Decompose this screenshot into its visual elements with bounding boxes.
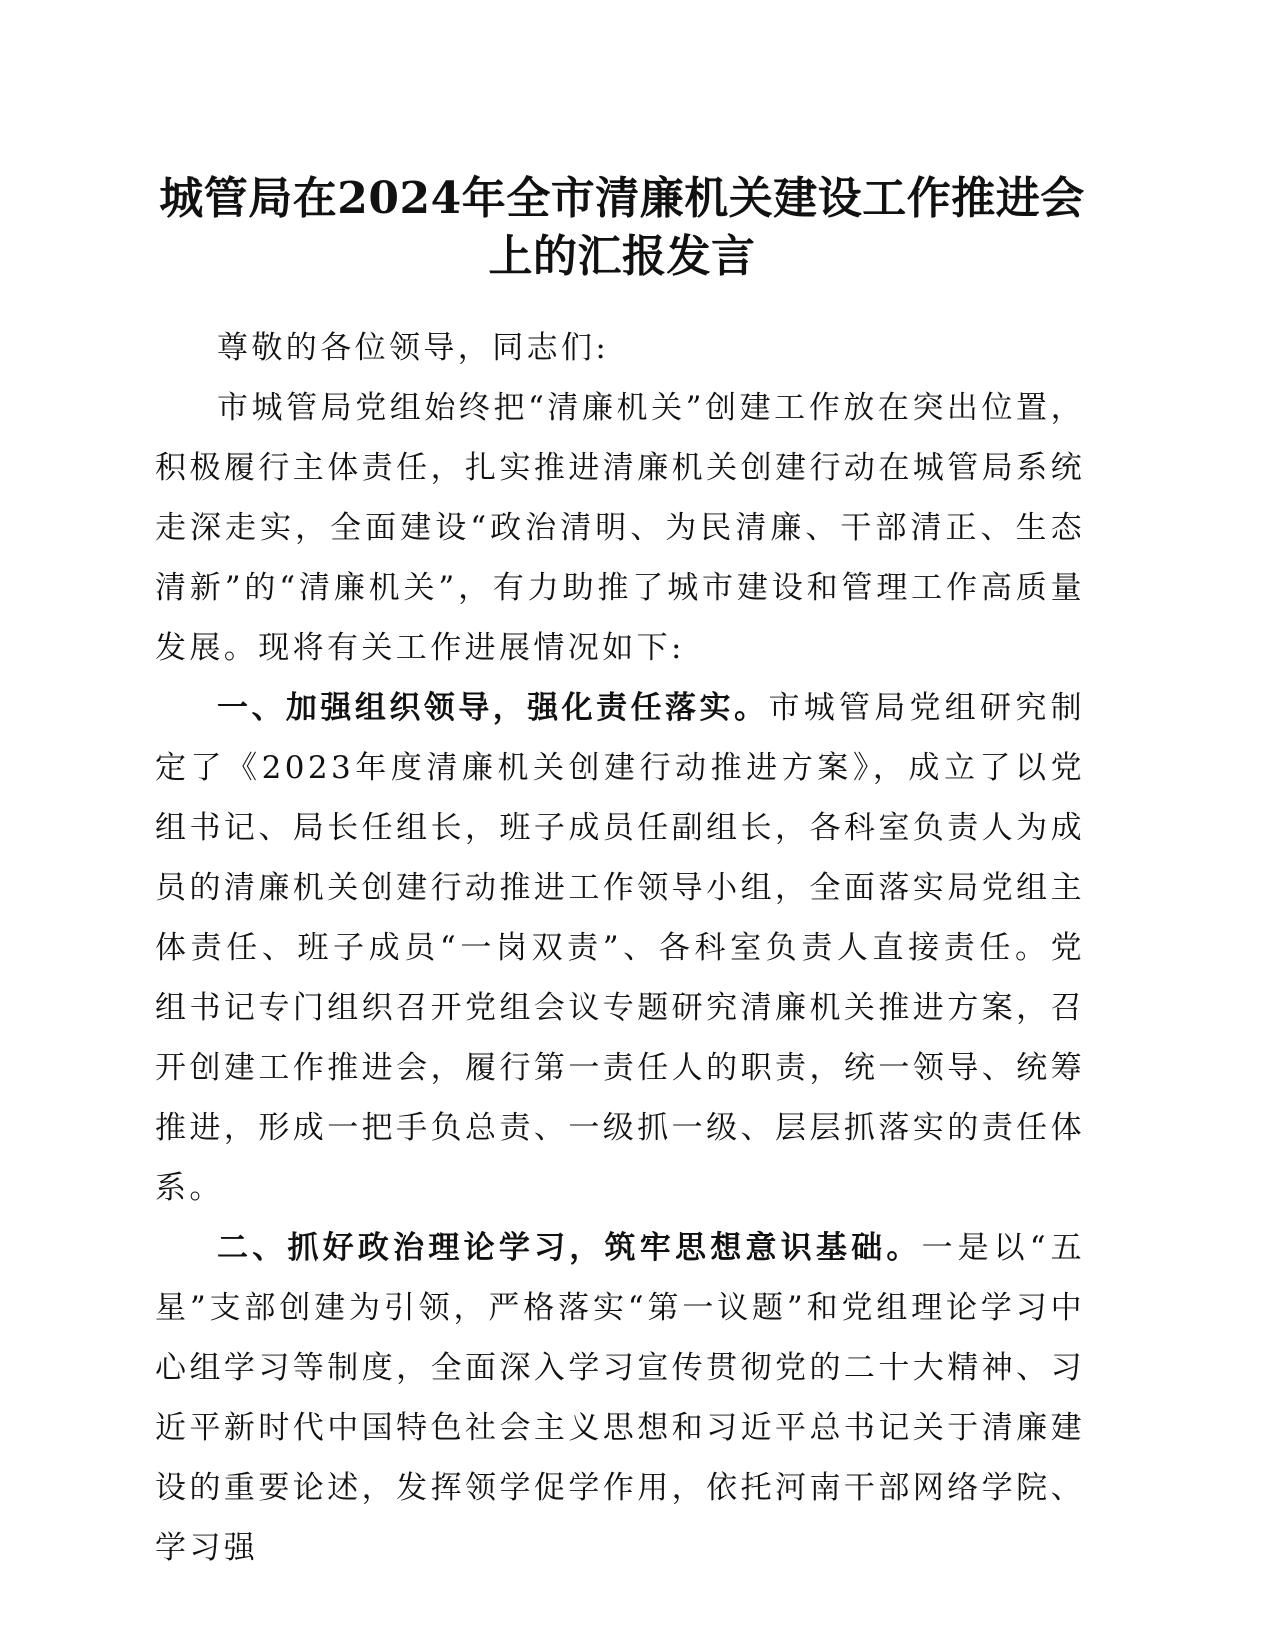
title-line-2: 上的汇报发言 xyxy=(488,231,756,282)
section-2-heading: 二、抓好政治理论学习，筑牢思想意识基础。 xyxy=(217,1230,922,1266)
document-body xyxy=(155,318,1085,1578)
intro-paragraph: 市城管局党组始终把“清廉机关”创建工作放在突出位置，积极履行主体责任，扎实推进清廉机关创建行动在城管局系统走深走实，全面建设“政治清明、为民清廉、干部清正、生态清新”的“清廉机关”，有力助推了城市建设和管理工作高质量发展。现将有关工作进展情况如下: xyxy=(155,390,1085,666)
document-title xyxy=(150,170,1094,286)
section-2-paragraph xyxy=(155,1218,1085,1578)
salutation: 尊敬的各位领导，同志们: xyxy=(217,330,610,366)
section-2-text: 一是以“五星”支部创建为引领，严格落实“第一议题”和党组理论学习中心组学习等制度，全面深入学习宣传贯彻党的二十大精神、习近平新时代中国特色社会主义思想和习近平总书记关于清廉建设的重要论述，发挥领学促学作用，依托河南干部网络学院、学习强 xyxy=(155,1230,1085,1566)
section-1-text: 市城管局党组研究制定了《2023年度清廉机关创建行动推进方案》，成立了以党组书记、局长任组长，班子成员任副组长，各科室负责人为成员的清廉机关创建行动推进工作领导小组，全面落实局党组主体责任、班子成员“一岗双责”、各科室负责人直接责任。党组书记专门组织召开党组会议专题研究清廉机关推进方案，召开创建工作推进会，履行第一责任人的职责，统一领导、统筹推进，形成一把手负总责、一级抓一级、层层抓落实的责任体系。 xyxy=(155,690,1085,1206)
section-1-heading: 一、加强组织领导，强化责任落实。 xyxy=(217,690,769,726)
title-line-1: 城管局在2024年全市清廉机关建设工作推进会 xyxy=(159,173,1085,224)
section-1-paragraph xyxy=(155,678,1085,1218)
